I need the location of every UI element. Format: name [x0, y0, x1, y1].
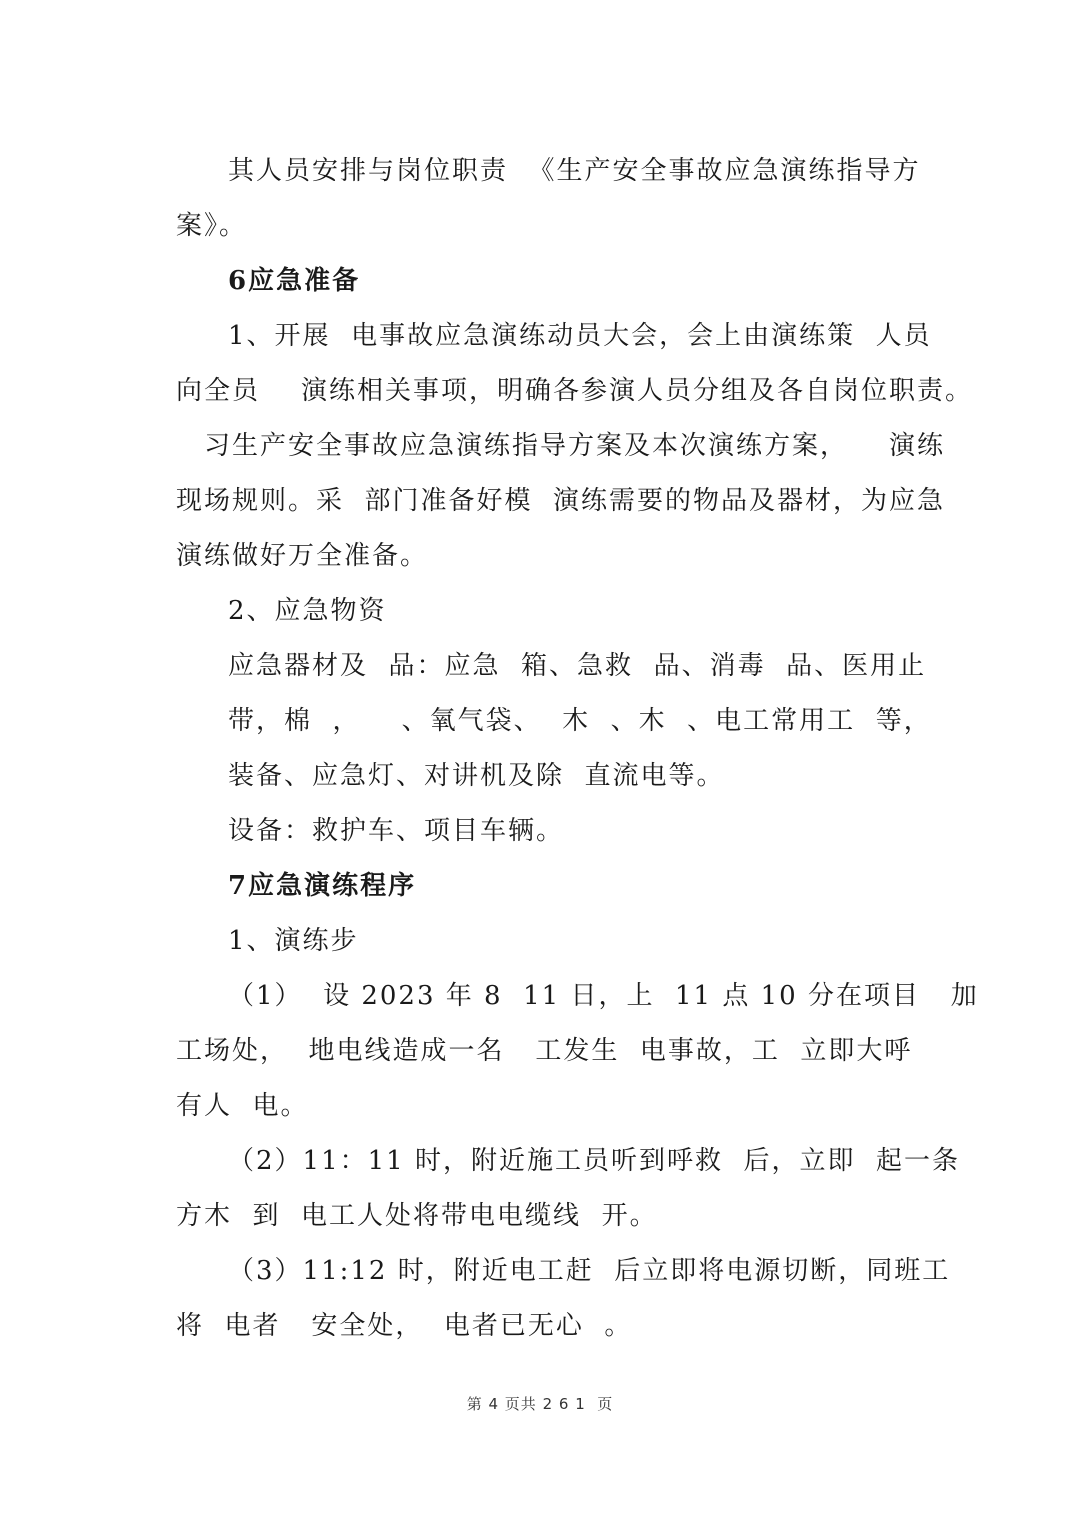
body-line: 2、应急物资 — [228, 596, 387, 626]
body-line: 将 电者 安全处， 电者已无心 。 — [176, 1311, 633, 1341]
section-heading: 6应急准备 — [228, 266, 361, 296]
body-line: 有人 电。 — [176, 1091, 309, 1121]
body-line: 现场规则。采 部门准备好模 演练需要的物品及器材，为应急 — [176, 486, 946, 516]
body-line: 案》。 — [176, 211, 248, 241]
body-line: 习生产安全事故应急演练指导方案及本次演练方案， 演练 — [204, 431, 946, 461]
page-number-footer: 第 4 页共 2 6 1 页 — [466, 1395, 614, 1413]
section-heading: 7应急演练程序 — [228, 871, 417, 901]
body-line: （2）11：11 时，附近施工员听到呼救 后，立即 起一条 — [228, 1146, 961, 1176]
body-line: 装备、应急灯、对讲机及除 直流电等。 — [228, 761, 725, 791]
body-line: （3）11:12 时，附近电工赶 后立即将电源切断，同班工 — [228, 1256, 951, 1286]
body-line: 应急器材及 品：应急 箱、急救 品、消毒 品、医用止 — [228, 651, 927, 681]
body-line: 带，棉 ， 、氧气袋、 木 、木 、电工常用工 等， — [228, 706, 932, 736]
body-line: 向全员 演练相关事项，明确各参演人员分组及各自岗位职责。 — [176, 376, 974, 406]
body-line: 设备：救护车、项目车辆。 — [228, 816, 565, 846]
body-line: 工场处， 地电线造成一名 工发生 电事故，工 立即大呼 — [176, 1036, 913, 1066]
body-line: 方木 到 电工人处将带电电缆线 开。 — [176, 1201, 658, 1231]
body-line: 其人员安排与岗位职责 《生产安全事故应急演练指导方 — [228, 156, 921, 186]
body-line: 1、演练步 — [228, 926, 359, 956]
body-line: （1） 设 2023 年 8 11 日，上 11 点 10 分在项目 加 — [228, 981, 979, 1011]
body-line: 1、开展 电事故应急演练动员大会，会上由演练策 人员 — [228, 321, 932, 351]
body-line: 演练做好万全准备。 — [176, 541, 429, 571]
